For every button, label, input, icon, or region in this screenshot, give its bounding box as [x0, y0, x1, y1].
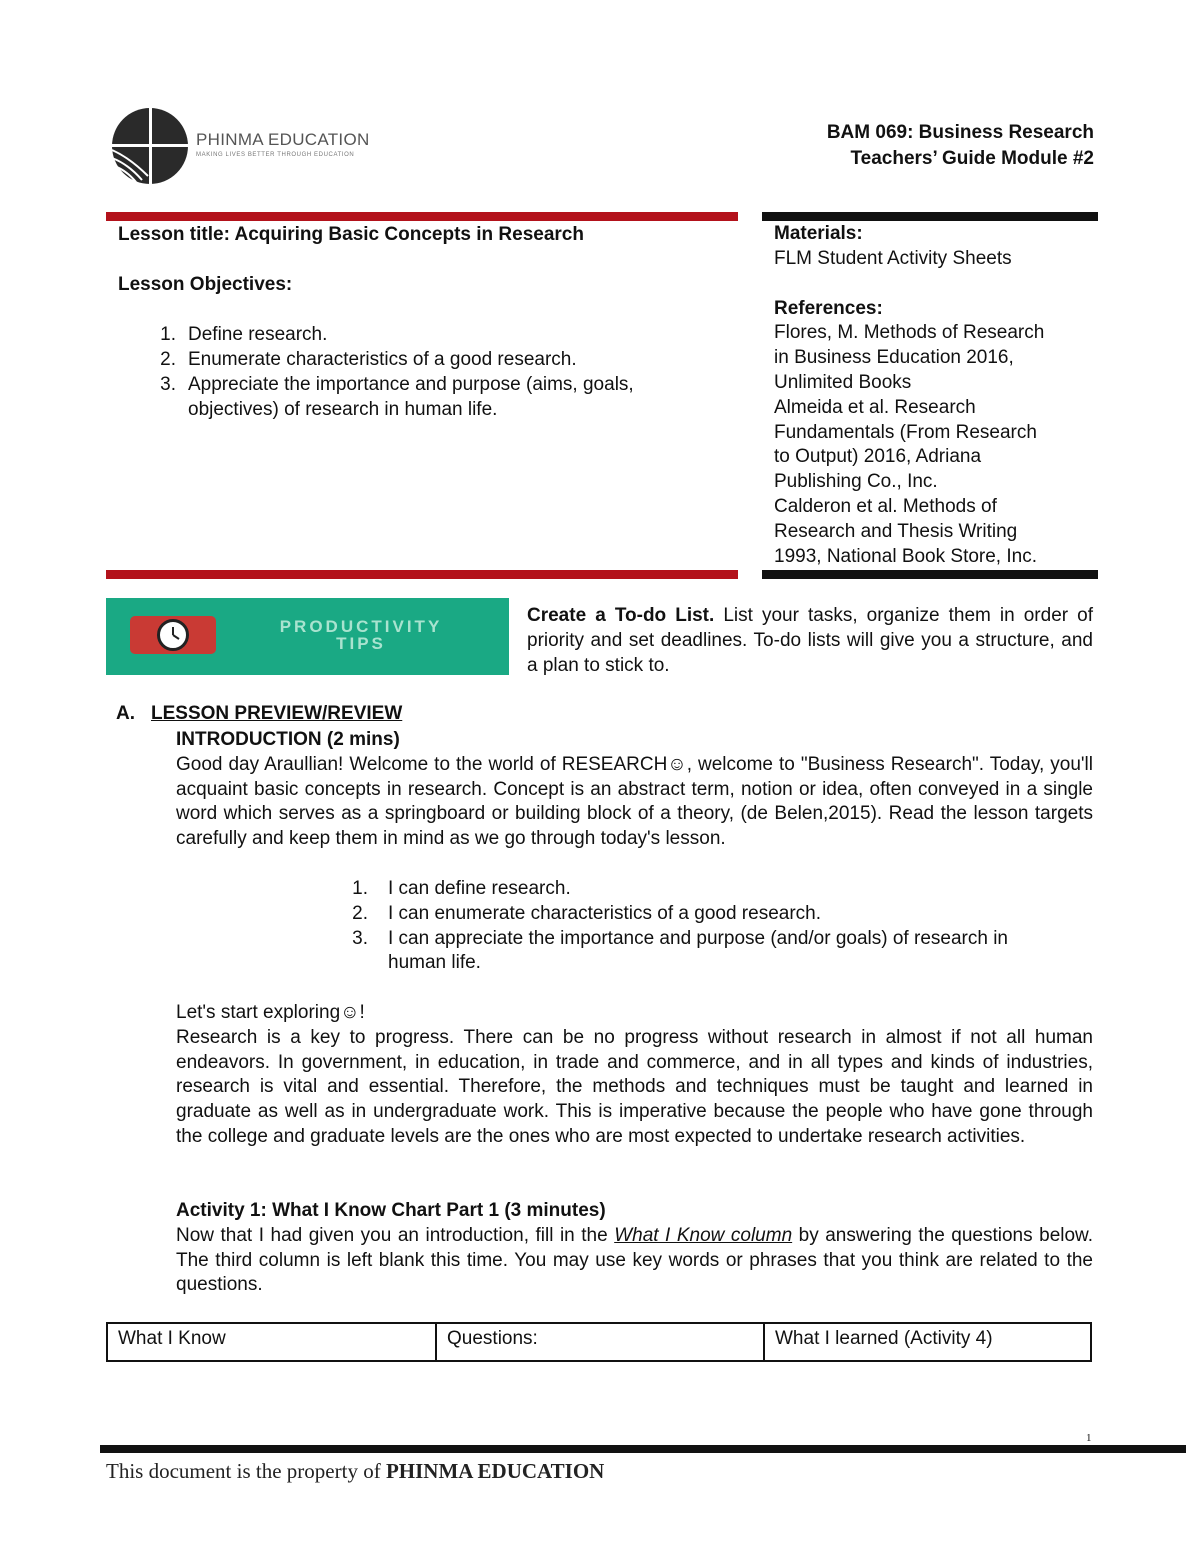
reference-line: Research and Thesis Writing — [774, 520, 1018, 542]
header-what-i-know: What I Know — [107, 1323, 436, 1361]
what-i-know-chart — [106, 1322, 1092, 1362]
lesson-targets — [176, 877, 1093, 976]
what-i-know-column-ref: What I Know column — [614, 1225, 793, 1246]
list-item: 3. I can appreciate the importance and purpose (and/or goals) of research in — [352, 927, 1008, 949]
productivity-tips-banner — [106, 598, 509, 675]
todo-tip-body: List your tasks, organize them in order of priority and set deadlines. To-do lists will give you a structure, and a plan to stick to. — [527, 605, 1093, 676]
clock-badge — [130, 616, 216, 654]
top-right-divider — [762, 212, 1098, 221]
reference-line: 1993, National Book Store, Inc. — [774, 545, 1037, 567]
logo-emblem-icon — [106, 106, 192, 186]
research-paragraph: Research is a key to progress. There can be no progress without research in almost if not all human endeavors. In government, in education, in trade and commerce, and in all types and kinds of industries, research is vital and essential. Therefore, the methods and techniques must be taught and learned in graduate as well as in undergraduate work. This is imperative because the people who have gone through the college and graduate levels are the ones who are most expected to undertake research activities. — [176, 1027, 1093, 1147]
list-item: 1. I can define research. — [352, 878, 571, 899]
header-what-i-learned: What I learned (Activity 4) — [764, 1323, 1091, 1361]
footer-text: This document is the property of PHINMA EDUCATION — [106, 1459, 605, 1483]
footer-divider — [100, 1445, 1186, 1453]
activity1-text: Now that I had given you an introduction, fill in the What I Know column by answering the questions below. The third column is left blank this time. You may use key words or phrases that you think are related to the questions. — [176, 1225, 1094, 1296]
module-title: Teachers’ Guide Module #2 — [850, 148, 1094, 169]
objectives-list — [118, 322, 718, 422]
list-item: 2. I can enumerate characteristics of a good research. — [352, 902, 822, 924]
objectives-label: Lesson Objectives: — [118, 274, 293, 295]
activity1-title: Activity 1: What I Know Chart Part 1 (3 minutes) — [176, 1200, 606, 1221]
list-item: 3. Appreciate the importance and purpose (aims, goals, — [160, 374, 634, 395]
reference-line: Almeida et al. Research — [774, 396, 976, 418]
top-left-divider — [106, 212, 738, 221]
reference-line: Calderon et al. Methods of — [774, 495, 997, 517]
explore-text: Let's start exploring☺! — [176, 1002, 365, 1023]
reference-line: Fundamentals (From Research — [774, 421, 1037, 443]
table-row — [107, 1323, 1091, 1361]
lesson-title: Lesson title: Acquiring Basic Concepts in Research — [118, 224, 584, 245]
header-questions: Questions: — [436, 1323, 764, 1361]
reference-line: Publishing Co., Inc. — [774, 471, 938, 493]
tips-label: PRODUCTIVITY TIPS — [279, 617, 443, 653]
list-item: objectives) of research in human life. — [188, 399, 498, 420]
bottom-left-divider — [106, 570, 738, 579]
list-item: human life. — [388, 952, 481, 974]
course-title: BAM 069: Business Research — [826, 122, 1094, 143]
reference-line: in Business Education 2016, — [774, 347, 1014, 369]
lesson-column — [118, 222, 718, 422]
reference-line: to Output) 2016, Adriana — [774, 446, 982, 468]
section-a-heading: A. LESSON PREVIEW/REVIEW — [116, 703, 403, 724]
references-label: References: — [774, 297, 883, 319]
materials-column — [774, 222, 1094, 569]
logo-tagline: MAKING LIVES BETTER THROUGH EDUCATION — [196, 152, 355, 158]
list-item: 2. Enumerate characteristics of a good research. — [160, 349, 577, 370]
clock-icon — [157, 619, 189, 651]
page-number: 1 — [1086, 1432, 1092, 1444]
bottom-right-divider — [762, 570, 1098, 579]
logo-name: PHINMA EDUCATION — [196, 130, 370, 149]
course-header — [827, 120, 1094, 172]
materials-label: Materials: — [774, 223, 863, 244]
todo-tip-text — [527, 603, 1093, 678]
materials-value: FLM Student Activity Sheets — [774, 247, 1012, 269]
todo-tip-heading: Create a To-do List. — [527, 605, 715, 626]
intro-text: Good day Araullian! Welcome to the world of RESEARCH☺, welcome to "Business Research". Today, you'll acquaint basic concepts in research. Concept is an abstract term, notion or idea, often conveyed in a single word which serves as a springboard or building block of a theory, (de Belen,2015). Read the lesson targets carefully and keep them in mind as we go through today's lesson. — [176, 754, 1093, 850]
list-item: 1. Define research. — [160, 324, 328, 345]
reference-line: Unlimited Books — [774, 371, 912, 393]
intro-title: INTRODUCTION (2 mins) — [176, 729, 400, 750]
reference-line: Flores, M. Methods of Research — [774, 322, 1045, 344]
